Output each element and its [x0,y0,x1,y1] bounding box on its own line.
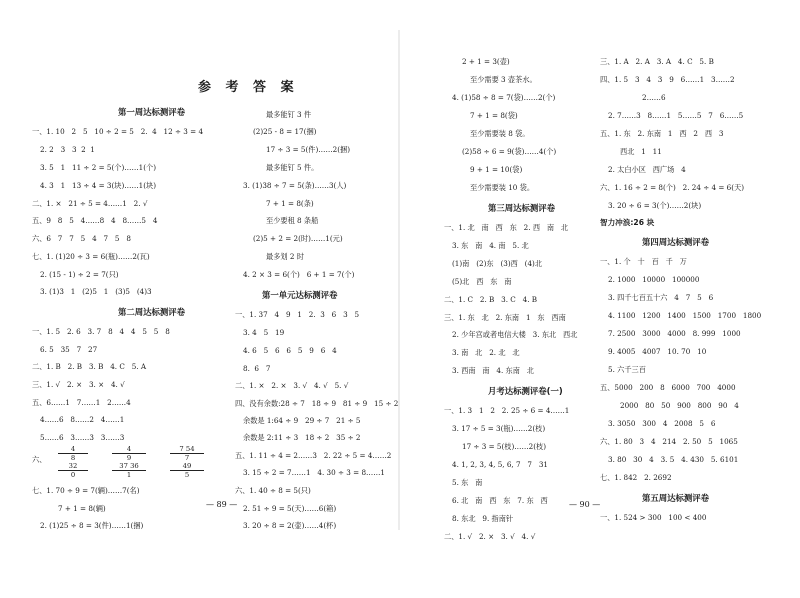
answer-line: 2……6 [642,93,666,102]
answer-line: 2. 7……3 8……1 5……5 7 6……5 [608,111,744,120]
answer-line: 一、1. 5 2. 6 3. 7 8 4 4 5 5 8 [32,327,170,336]
answer-line: 2. 少年宫或者电信大楼 3. 东北 西北 [452,330,578,339]
answer-line: 至少要租 8 条船 [266,216,319,225]
answer-line: 7 + 1 = 8(袋) [470,111,518,120]
answer-line: 至少需要装 10 袋。 [470,183,535,192]
answer-line: 4. 6 5 6 6 5 9 6 4 [243,346,337,355]
answer-line: 5. 东 南 [452,478,483,487]
answer-line: 2 + 1 = 3(壶) [462,57,510,66]
answer-line: 余数是 1:64 ÷ 9 29 ÷ 7 21 ÷ 5 [243,416,361,425]
answer-line: (2)58 ÷ 6 = 9(袋)……4(个) [462,147,557,156]
answer-line: 3. 南 北 2. 北 北 [452,348,520,357]
answer-line: 四、1. 5 3 4 3 9 6……1 3……2 [600,75,735,84]
answer-line: 4. 1100 1200 1400 1500 1700 1800 [608,311,762,320]
answer-line: 3. 东 南 4. 南 5. 北 [452,241,529,250]
answer-line: 五、6……1 7……1 2……4 [32,398,131,407]
answer-line: 3. (1)38 ÷ 7 = 5(条)……3(人) [243,181,347,190]
answer-line: 2. 2 3 3 2 1 [40,145,95,154]
answer-line: 四、没有余数:28 ÷ 7 18 ÷ 9 81 ÷ 9 15 ÷ 2 [235,399,399,408]
answer-line: 三、1. 东 北 2. 东南 1 东 西南 [444,313,566,322]
answer-line: 至少需要 3 壶茶水。 [470,75,537,84]
answer-line: (2)5 + 2 = 2(时)……1(元) [253,234,343,243]
answer-line: 2. 太白小区 西广场 4 [608,165,686,174]
section-heading: 月考达标测评卷(一) [488,386,563,396]
long-division-3: 7 54 7 49 5 [170,445,204,479]
answer-line: 3. 80 30 4 3. 5 4. 430 5. 6101 [608,455,739,464]
answer-line: 4……6 8……2 4……1 [40,415,125,424]
answer-line: 六、1. 80 3 4 214 2. 50 5 1065 [600,437,738,446]
long-division-1: 4 8 32 0 [58,445,88,479]
answer-line: (2)25 - 8 = 17(捆) [253,127,317,136]
answer-line: 3. 4 5 19 [243,328,285,337]
answer-line: 最多能钉 5 件。 [266,163,319,172]
answer-line: (1)南 (2)东 (3)西 (4)北 [452,259,543,268]
answer-line: 7 + 1 = 8(条) [266,199,314,208]
answer-line: (5)北 西 东 南 [452,277,512,286]
answer-line: 七、1. 70 ÷ 9 = 7(辆)……7(名) [32,486,140,495]
answer-line: 5. 六千三百 [608,365,646,374]
answer-line: 6. 北 南 西 东 7. 东 西 [452,496,548,505]
answer-line: 二、1. B 2. B 3. B 4. C 5. A [32,362,147,371]
answer-line: 3. 17 ÷ 5 = 3(瓶)……2(枝) [452,424,546,433]
answer-line: 至少需要装 8 袋。 [470,129,530,138]
answer-line: 西北 1 11 [620,147,662,156]
section-heading: 第四周达标测评卷 [642,237,709,247]
section-heading: 第五周达标测评卷 [642,493,709,503]
answer-line: 4. 1, 2, 3, 4, 5, 6, 7 7 31 [452,460,548,469]
answer-line: 17 ÷ 3 = 5(枝)……2(枝) [462,442,547,451]
answer-line: 一、1. 3 1 2 2. 25 ÷ 6 = 4……1 [444,406,570,415]
answer-line: 17 ÷ 3 = 5(件)……2(捆) [266,145,351,154]
answer-line: 七、1. (1)20 ÷ 3 = 6(瓶)……2(瓦) [32,252,150,261]
long-division-row [52,445,222,483]
answer-line: 3. 20 ÷ 8 = 2(壶)……4(杯) [243,521,337,530]
answer-line: 6. 5 35 7 27 [40,345,98,354]
answer-line: 七、1. 842 2. 2692 [600,473,672,482]
answer-line: 3. 5 1 11 ÷ 2 = 5(个)……1(个) [40,163,157,172]
answer-line: 4. 2 × 3 = 6(个) 6 + 1 = 7(个) [243,270,355,279]
left-page [0,0,399,598]
section-heading: 第二周达标测评卷 [118,307,185,317]
long-division-2: 4 9 37 36 1 [112,445,146,479]
answer-line: 2. 51 ÷ 9 = 5(天)……6(箱) [243,504,337,513]
answer-line: 二、1. × 21 ÷ 5 = 4……1 2. √ [32,199,148,208]
answer-line: 二、1. × 2. × 3. √ 4. √ 5. √ [235,381,349,390]
bonus-answer: 智力冲浪:26 块 [600,218,655,227]
answer-line: 三、1. √ 2. × 3. × 4. √ [32,380,125,389]
answer-line: 2000 80 50 900 800 90 4 [620,401,739,410]
answer-line: 一、1. 524 > 300 100 < 400 [600,513,707,522]
section-heading: 第一单元达标测评卷 [262,290,338,300]
answer-line: 3. 西南 南 4. 东南 北 [452,366,534,375]
answer-line: 4. (1)58 ÷ 8 = 7(袋)……2(个) [452,93,556,102]
answer-line: 8. 6 7 [243,364,271,373]
answer-line: 三、1. A 2. A 3. A 4. C 5. B [600,57,714,66]
answer-line: 最多划 2 时 [266,252,304,261]
answer-line: 五、5000 200 8 6000 700 4000 [600,383,736,392]
answer-line: 一、1. 北 南 西 东 2. 西 南 北 [444,223,569,232]
answer-line: 3. 15 ÷ 2 = 7……1 4. 30 ÷ 3 = 8……1 [243,468,385,477]
answer-line: 五、1. 东 2. 东南 1 西 2 西 3 [600,129,724,138]
section-heading: 第三周达标测评卷 [488,203,555,213]
answer-line: 五、9 8 5 4……8 4 8……5 4 [32,216,158,225]
section-heading: 第一周达标测评卷 [118,107,185,117]
page-number: — 89 — [206,500,238,509]
answer-line: 2. (1)25 ÷ 8 = 3(件)……1(捆) [40,521,144,530]
answer-line: 9. 4005 4007 10. 70 10 [608,347,707,356]
answer-line: 六、6 7 7 5 4 7 5 8 [32,234,131,243]
answer-line: 一、1. 个 十 百 千 万 [600,257,687,266]
answer-line: 六、1. 40 ÷ 8 = 5(只) [235,486,311,495]
answer-line: 3. 四千七百五十六 4 7 5 6 [608,293,714,302]
page-fold [398,30,400,530]
answer-line: 4. 3 1 13 ÷ 4 = 3(块)……1(块) [40,181,157,190]
answer-line: 7. 2500 3000 4000 8. 999 1000 [608,329,741,338]
answer-line: 一、1. 37 4 9 1 2. 3 6 3 5 [235,310,360,319]
answer-line: 2. 1000 10000 100000 [608,275,700,284]
answer-line: 六、1. 16 ÷ 2 = 8(个) 2. 24 ÷ 4 = 6(天) [600,183,745,192]
answer-line: 最多能钉 3 件 [266,110,312,119]
answer-line: 2. (15 - 1) ÷ 2 = 7(只) [40,270,119,279]
answer-line: 5……6 3……3 3……3 [40,433,125,442]
page-number: — 90 — [569,500,601,509]
answer-line: 二、1. C 2. B 3. C 4. B [444,295,538,304]
answer-line: 3. (1)3 1 (2)5 1 (3)5 (4)3 [40,287,152,296]
answer-line: 3. 20 ÷ 6 = 3(个)……2(块) [608,201,702,210]
answer-line: 8. 东北 9. 指南针 [452,514,514,523]
answer-line: 余数是 2:11 ÷ 3 18 ÷ 2 35 ÷ 2 [243,433,361,442]
answer-line: 7 + 1 = 8(辆) [58,504,106,513]
right-page [405,0,800,598]
answer-line: 五、1. 11 ÷ 4 = 2……3 2. 22 ÷ 5 = 4……2 [235,451,392,460]
answer-line: 3. 3050 300 4 2008 5 6 [608,419,716,428]
answer-line: 9 + 1 = 10(袋) [470,165,523,174]
answers-title: 参 考 答 案 [198,80,299,95]
answer-line: 一、1. 10 2 5 10 ÷ 2 = 5 2. 4 12 ÷ 3 = 4 [32,127,204,136]
answer-line-label: 六、 [32,455,47,464]
answer-line: 二、1. √ 2. × 3. √ 4. √ [444,532,536,541]
